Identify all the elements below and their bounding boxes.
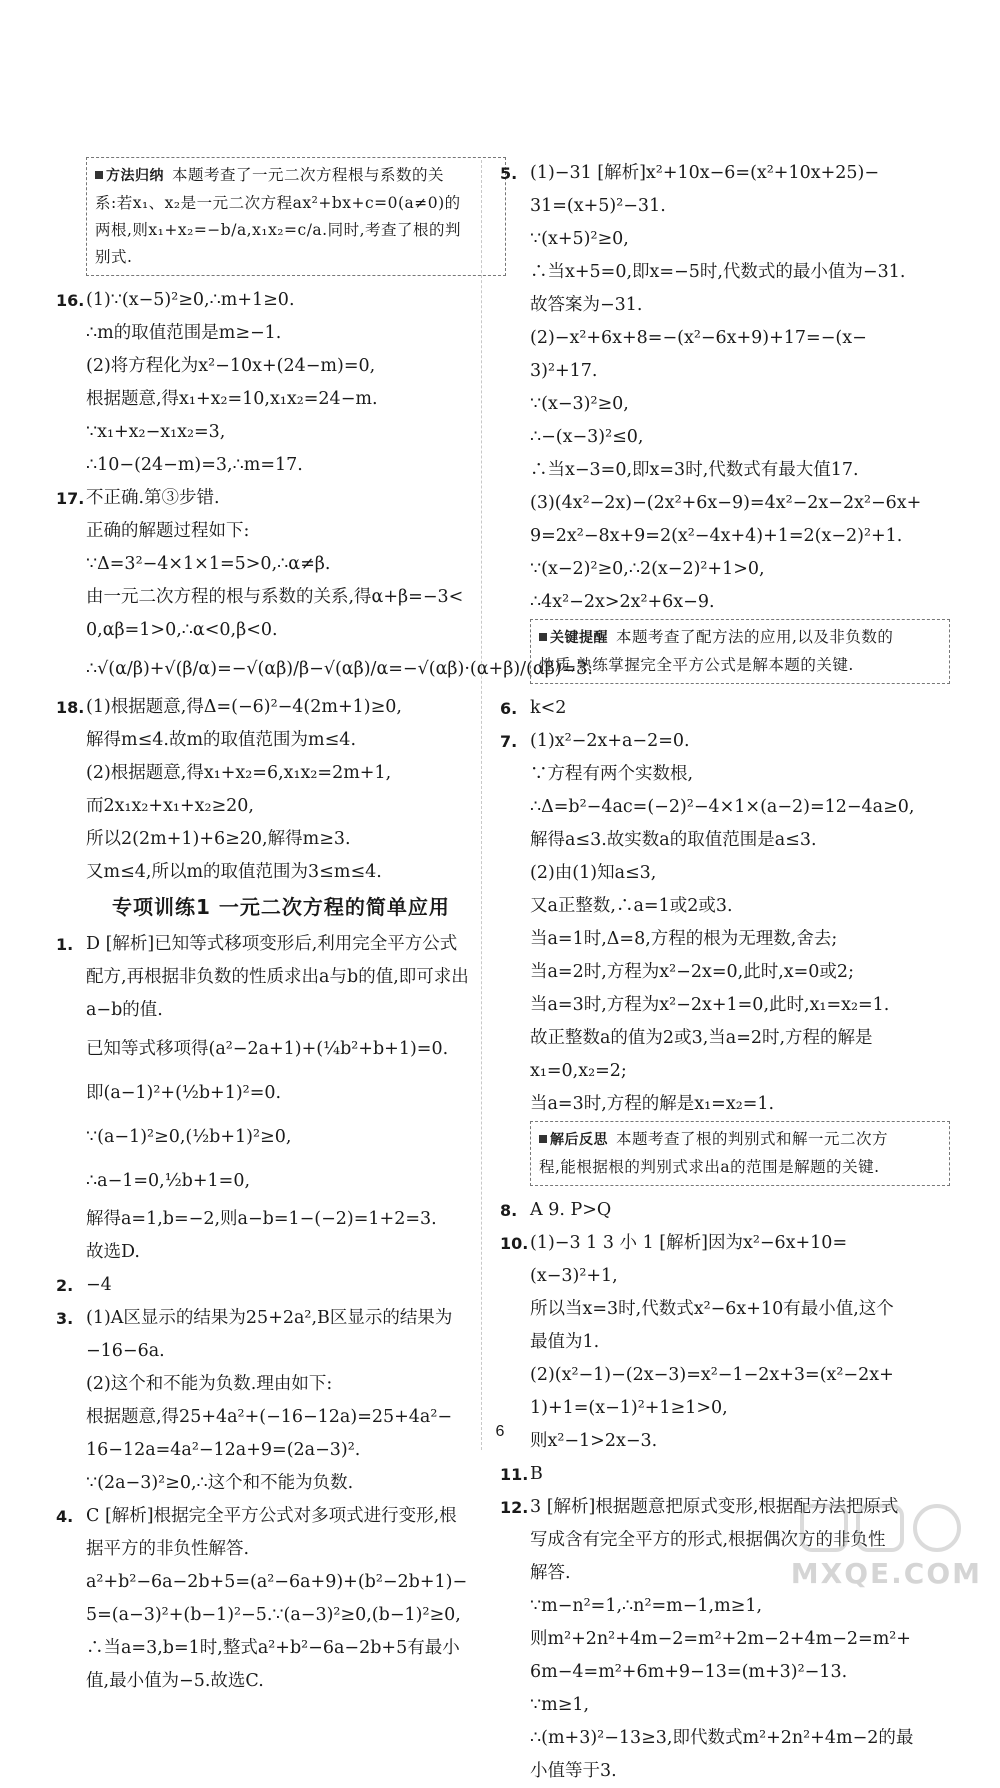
- answer-line: (2)这个和不能为负数.理由如下:: [86, 1374, 333, 1394]
- answer-line: 1)+1=(x−1)²+1≥1>0,: [530, 1398, 728, 1418]
- answer-line: 16−12a=4a²−12a+9=(2a−3)².: [86, 1440, 361, 1460]
- answer-5: [500, 157, 950, 619]
- answer-line: 则x²−1>2x−3.: [530, 1431, 658, 1451]
- answer-6: [500, 692, 950, 725]
- question-number: 5.: [500, 164, 518, 183]
- watermark-logo: [782, 1500, 982, 1590]
- answer-line: B: [530, 1464, 543, 1484]
- watermark-icon: [782, 1500, 982, 1560]
- answer-7: [500, 725, 950, 1121]
- question-number: 12.: [500, 1498, 529, 1517]
- box-line: 本题考查了配方法的应用,以及非负数的: [616, 628, 894, 646]
- answer-line: 小值等于3.: [530, 1761, 617, 1781]
- answer-line: 当a=3时,方程的解是x₁=x₂=1.: [530, 1094, 775, 1114]
- answer-line: 解得a≤3.故实数a的取值范围是a≤3.: [530, 830, 817, 850]
- formula-line: ∵(a−1)²≥0,(½b+1)²≥0,: [86, 1127, 292, 1147]
- question-number: 16.: [56, 291, 85, 310]
- answer-line: 写成含有完全平方的形式,根据偶次方的非负性: [530, 1530, 886, 1550]
- answer-line: 配方,再根据非负数的性质求出a与b的值,即可求出: [86, 967, 469, 987]
- answer-line: 当a=2时,方程为x²−2x=0,此时,x=0或2;: [530, 962, 854, 982]
- answer-line: (2)将方程化为x²−10x+(24−m)=0,: [86, 356, 376, 376]
- box-line: 本题考查了根的判别式和解一元二次方: [616, 1130, 889, 1148]
- answer-line: ∵x₁+x₂−x₁x₂=3,: [86, 422, 226, 442]
- answer-line: 所以当x=3时,代数式x²−6x+10有最小值,这个: [530, 1299, 894, 1319]
- answer-line: 6m−4=m²+6m+9−13=(m+3)²−13.: [530, 1662, 848, 1682]
- answer-line: 当a=3时,方程为x²−2x+1=0,此时,x₁=x₂=1.: [530, 995, 890, 1015]
- page-number: 6: [495, 1423, 505, 1440]
- answer-8-9: [500, 1194, 950, 1227]
- answer-line: 9=2x²−8x+9=2(x²−4x+4)+1=2(x−2)²+1.: [530, 526, 903, 546]
- square-bullet-icon: [95, 171, 103, 179]
- section-title: 专项训练1 一元二次方程的简单应用: [112, 895, 450, 919]
- answer-line: ∴(m+3)²−13≥3,即代数式m²+2n²+4m−2的最: [530, 1728, 914, 1748]
- answer-line: 当a=1时,Δ=8,方程的根为无理数,舍去;: [530, 929, 838, 949]
- answer-line: a−b的值.: [86, 1000, 163, 1020]
- answer-line: (2)−x²+6x+8=−(x²−6x+9)+17=−(x−: [530, 328, 867, 348]
- question-number: 2.: [56, 1276, 74, 1295]
- answer-line: ∵m−n²=1,∴n²=m−1,m≥1,: [530, 1596, 763, 1616]
- answer-1: [56, 928, 506, 1269]
- answer-line: ∴m的取值范围是m≥−1.: [86, 323, 282, 343]
- answer-line: 3 [解析]根据题意把原式变形,根据配方法把原式: [530, 1497, 899, 1517]
- answer-line: (1)−3 1 3 小 1 [解析]因为x²−6x+10=: [530, 1233, 848, 1253]
- answer-line: 根据题意,得25+4a²+(−16−12a)=25+4a²−: [86, 1407, 453, 1427]
- answer-line: 正确的解题过程如下:: [86, 521, 250, 541]
- answer-line: D [解析]已知等式移项变形后,利用完全平方公式: [86, 934, 458, 954]
- answer-line: −16−6a.: [86, 1341, 165, 1361]
- question-number: 7.: [500, 732, 518, 751]
- answer-line: (1)A区显示的结果为25+2a²,B区显示的结果为: [86, 1308, 453, 1328]
- answer-line: 则m²+2n²+4m−2=m²+2m−2+4m−2=m²+: [530, 1629, 911, 1649]
- answer-line: a²+b²−6a−2b+5=(a²−6a+9)+(b²−2b+1)−: [86, 1572, 468, 1592]
- answer-line: ∵(x+5)²≥0,: [530, 229, 629, 249]
- box-title: 关键提醒: [550, 630, 608, 646]
- answer-line: 故正整数a的值为2或3,当a=2时,方程的解是: [530, 1028, 873, 1048]
- answer-line: ∵(x−3)²≥0,: [530, 394, 629, 414]
- answer-line: ∴−(x−3)²≤0,: [530, 427, 644, 447]
- box-line: 别式.: [95, 248, 133, 266]
- answer-line: 5=(a−3)²+(b−1)²−5.∵(a−3)²≥0,(b−1)²≥0,: [86, 1605, 461, 1625]
- answer-line: 又m≤4,所以m的取值范围为3≤m≤4.: [86, 862, 382, 882]
- square-bullet-icon: [539, 1135, 547, 1143]
- box-line: 程,能根据根的判别式求出a的范围是解题的关键.: [539, 1158, 880, 1176]
- square-bullet-icon: [539, 633, 547, 641]
- answer-line: x₁=0,x₂=2;: [530, 1061, 627, 1081]
- answer-line: k<2: [530, 698, 567, 718]
- answer-line: (3)(4x²−2x)−(2x²+6x−9)=4x²−2x−2x²−6x+: [530, 493, 922, 513]
- key-reminder-box: [530, 619, 950, 684]
- answer-16: [56, 284, 506, 482]
- box-line: 系:若x₁、x₂是一元二次方程ax²+bx+c=0(a≠0)的: [95, 194, 461, 212]
- question-number: 4.: [56, 1507, 74, 1526]
- answer-line: 而2x₁x₂+x₁+x₂≥20,: [86, 796, 254, 816]
- answer-line: 解答.: [530, 1563, 571, 1583]
- answer-line: ∴当x+5=0,即x=−5时,代数式的最小值为−31.: [530, 262, 906, 282]
- answer-line: 据平方的非负性解答.: [86, 1539, 250, 1559]
- answer-line: ∵Δ=3²−4×1×1=5>0,∴α≠β.: [86, 554, 331, 574]
- answer-line: −4: [86, 1275, 112, 1295]
- box-line: 本题考查了一元二次方程根与系数的关: [172, 166, 445, 184]
- answer-line: ∵(x−2)²≥0,∴2(x−2)²+1>0,: [530, 559, 765, 579]
- watermark-text: MXQE.COM: [790, 1557, 982, 1590]
- answer-line: ∴4x²−2x>2x²+6x−9.: [530, 592, 715, 612]
- question-number: 1.: [56, 935, 74, 954]
- answer-line: 根据题意,得x₁+x₂=10,x₁x₂=24−m.: [86, 389, 378, 409]
- answer-2: [56, 1269, 506, 1302]
- question-number: 18.: [56, 698, 85, 717]
- answer-line: 0,αβ=1>0,∴α<0,β<0.: [86, 620, 278, 640]
- box-title: 解后反思: [550, 1132, 608, 1148]
- answer-line: 3)²+17.: [530, 361, 598, 381]
- answer-line: (2)根据题意,得x₁+x₂=6,x₁x₂=2m+1,: [86, 763, 392, 783]
- question-number: 8.: [500, 1201, 518, 1220]
- formula-line: ∴a−1=0,½b+1=0,: [86, 1171, 251, 1191]
- answer-line: (2)(x²−1)−(2x−3)=x²−1−2x+3=(x²−2x+: [530, 1365, 894, 1385]
- answer-line: 所以2(2m+1)+6≥20,解得m≥3.: [86, 829, 351, 849]
- answer-line: (1)−31 [解析]x²+10x−6=(x²+10x+25)−: [530, 163, 880, 183]
- answer-line: ∴10−(24−m)=3,∴m=17.: [86, 455, 303, 475]
- question-number: 11.: [500, 1465, 529, 1484]
- method-summary-box: [86, 157, 506, 276]
- answer-line: ∵(2a−3)²≥0,∴这个和不能为负数.: [86, 1473, 354, 1493]
- answer-line: 由一元二次方程的根与系数的关系,得α+β=−3<: [86, 587, 464, 607]
- answer-line: ∴当x−3=0,即x=3时,代数式有最大值17.: [530, 460, 859, 480]
- formula-line: ∴√(α/β)+√(β/α)=−√(αβ)/β−√(αβ)/α=−√(αβ)·(α+β)/(αβ)=3.: [86, 659, 593, 679]
- question-number: 10.: [500, 1234, 529, 1253]
- answer-18: [56, 691, 506, 889]
- box-line: 两根,则x₁+x₂=−b/a,x₁x₂=c/a.同时,考查了根的判: [95, 221, 462, 239]
- question-number: 3.: [56, 1309, 74, 1328]
- answer-line: 故选D.: [86, 1242, 140, 1262]
- answer-line: (2)由(1)知a≤3,: [530, 863, 657, 883]
- formula-line: 已知等式移项得(a²−2a+1)+(¼b²+b+1)=0.: [86, 1039, 449, 1059]
- answer-line: C [解析]根据完全平方公式对多项式进行变形,根: [86, 1506, 457, 1526]
- question-number: 6.: [500, 699, 518, 718]
- answer-line: 最值为1.: [530, 1332, 600, 1352]
- answer-line: ∴Δ=b²−4ac=(−2)²−4×1×(a−2)=12−4a≥0,: [530, 797, 915, 817]
- answer-4: [56, 1500, 506, 1698]
- formula-line: 即(a−1)²+(½b+1)²=0.: [86, 1083, 282, 1103]
- answer-line: 又a正整数,∴a=1或2或3.: [530, 896, 733, 916]
- answer-line: ∵m≥1,: [530, 1695, 590, 1715]
- answer-line: 值,最小值为−5.故选C.: [86, 1671, 264, 1691]
- answer-line: ∴当a=3,b=1时,整式a²+b²−6a−2b+5有最小: [86, 1638, 460, 1658]
- answer-line: 不正确.第③步错.: [86, 488, 220, 508]
- reflection-box: [530, 1121, 950, 1186]
- answer-line: 故答案为−31.: [530, 295, 643, 315]
- answer-line: 解得m≤4.故m的取值范围为m≤4.: [86, 730, 357, 750]
- answer-line: (x−3)²+1,: [530, 1266, 618, 1286]
- question-number: 17.: [56, 489, 85, 508]
- answer-line: (1)∵(x−5)²≥0,∴m+1≥0.: [86, 290, 295, 310]
- answer-11: [500, 1458, 950, 1491]
- answer-line: ∵方程有两个实数根,: [530, 764, 694, 784]
- answer-line: 31=(x+5)²−31.: [530, 196, 666, 216]
- box-line: 性质,熟练掌握完全平方公式是解本题的关键.: [539, 656, 854, 674]
- box-title: 方法归纳: [106, 168, 164, 184]
- answer-3: [56, 1302, 506, 1500]
- answer-line: (1)根据题意,得Δ=(−6)²−4(2m+1)≥0,: [86, 697, 402, 717]
- answer-line: (1)x²−2x+a−2=0.: [530, 731, 690, 751]
- answer-line: 解得a=1,b=−2,则a−b=1−(−2)=1+2=3.: [86, 1209, 437, 1229]
- answer-line: A 9. P>Q: [530, 1200, 612, 1220]
